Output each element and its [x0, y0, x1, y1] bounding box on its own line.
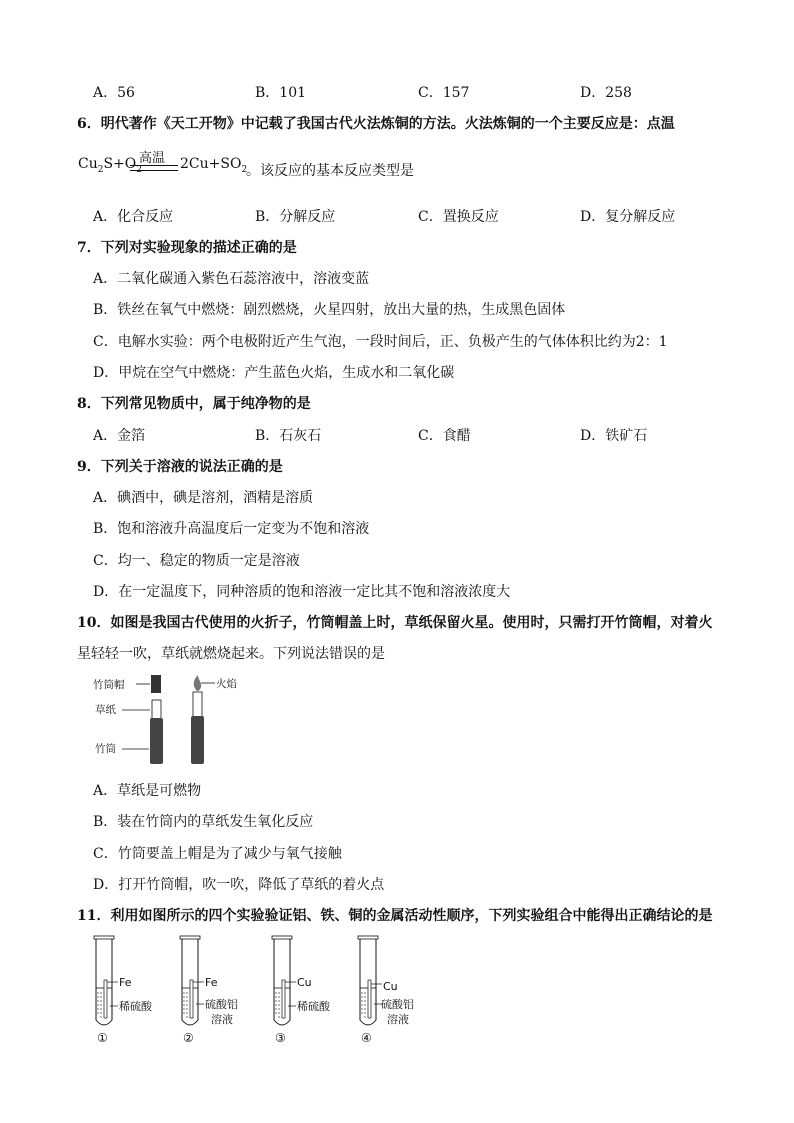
q11-stem: 11．利用如图所示的四个实验验证铝、铁、铜的金属活动性顺序，下列实验组合中能得出正确结论的是 — [77, 908, 713, 924]
q10-option-c: C．竹筒要盖上帽是为了减少与氧气接触 — [93, 846, 342, 862]
q6-option-d: D．复分解反应 — [580, 209, 676, 225]
q10-figure-fire-starter — [90, 672, 260, 772]
q6-equation-right: $2Cu+SO_2$ — [180, 156, 248, 175]
metal-strip — [190, 980, 193, 1018]
q7-option-b: B．铁丝在氧气中燃烧：剧烈燃烧，火星四射，放出大量的热，生成黑色固体 — [93, 302, 566, 318]
q5-option-d: D．258 — [580, 85, 632, 101]
q6-options — [93, 206, 733, 226]
tube-number: ④ — [361, 1031, 372, 1045]
q5-option-b: B．101 — [255, 85, 307, 101]
tube-rim — [94, 936, 114, 939]
metal-strip — [368, 980, 371, 1018]
label-paper: 草纸 — [95, 704, 116, 716]
q7-option-c: C．电解水实验：两个电极附近产生气泡，一段时间后，正、负极产生的气体体积比约为2：1 — [93, 334, 668, 350]
test-tube-4 — [358, 936, 414, 1045]
solution-label: 稀硫酸 — [297, 1000, 330, 1013]
label-cap: 竹筒帽 — [93, 679, 125, 691]
q9-option-b: B．饱和溶液升高温度后一定变为不饱和溶液 — [93, 521, 370, 537]
metal-strip — [282, 980, 285, 1018]
metal-label: Fe — [205, 976, 218, 989]
q8-options — [93, 425, 733, 445]
q9-option-d: D．在一定温度下，同种溶质的饱和溶液一定比其不饱和溶液浓度大 — [93, 584, 511, 600]
q6-condition: 高温 — [139, 151, 166, 166]
solution-label-line2: 溶液 — [387, 1013, 409, 1026]
q10-option-d: D．打开竹筒帽，吹一吹，降低了草纸的着火点 — [93, 877, 385, 893]
q5-option-c: C．157 — [418, 85, 470, 101]
solution-label: 稀硫酸 — [119, 1000, 152, 1013]
tube-number: ③ — [275, 1031, 286, 1045]
q8-option-a: A．金箔 — [93, 428, 146, 444]
solution-label-line2: 溶液 — [211, 1013, 233, 1026]
test-tube-2 — [180, 936, 238, 1045]
metal-label: Fe — [119, 976, 132, 989]
q9-option-c: C．均一、稳定的物质一定是溶液 — [93, 553, 300, 569]
q8-stem: 8．下列常见物质中，属于纯净物的是 — [77, 396, 311, 412]
test-tube-1 — [94, 936, 153, 1045]
q8-option-d: D．铁矿石 — [580, 428, 648, 444]
bamboo-cap — [151, 675, 161, 693]
q6-option-a: A．化合反应 — [93, 209, 174, 225]
metal-label: Cu — [383, 980, 398, 993]
q6-equation-left: $Cu_2S+O_2$ — [78, 156, 143, 175]
q8-option-b: B．石灰石 — [255, 428, 322, 444]
q7-stem: 7．下列对实验现象的描述正确的是 — [77, 240, 297, 256]
solution-label: 硫酸铝 — [381, 998, 414, 1011]
q10-option-b: B．装在竹筒内的草纸发生氧化反应 — [93, 814, 314, 830]
paper-roll — [152, 700, 161, 720]
metal-strip — [104, 980, 107, 1018]
paper-roll-lit — [193, 692, 202, 718]
tube-number: ① — [97, 1031, 108, 1045]
test-tube-3 — [272, 936, 331, 1045]
flame-icon — [194, 675, 201, 691]
q6-stem: 6．明代著作《天工开物》中记载了我国古代火法炼铜的方法。火法炼铜的一个主要反应是：点温 — [77, 116, 675, 132]
tube-rim — [272, 936, 292, 939]
q10-option-a: A．草纸是可燃物 — [93, 783, 202, 799]
q6-stem-tail: 。该反应的基本反应类型是 — [246, 163, 414, 179]
bamboo-tube-open — [191, 716, 204, 764]
label-tube: 竹筒 — [95, 743, 116, 755]
q11-figure-test-tubes — [88, 932, 418, 1047]
q6-equals-sign — [130, 165, 178, 171]
metal-label: Cu — [297, 976, 312, 989]
label-flame: 火焰 — [216, 678, 237, 690]
tube-number: ② — [183, 1031, 194, 1045]
q9-stem: 9．下列关于溶液的说法正确的是 — [77, 459, 283, 475]
q5-options — [93, 82, 733, 102]
q6-option-c: C．置换反应 — [418, 209, 499, 225]
q5-option-a: A．56 — [93, 85, 135, 101]
q7-option-a: A．二氧化碳通入紫色石蕊溶液中，溶液变蓝 — [93, 271, 370, 287]
q10-stem-line2: 星轻轻一吹，草纸就燃烧起来。下列说法错误的是 — [77, 646, 385, 662]
q6-option-b: B．分解反应 — [255, 209, 336, 225]
q8-option-c: C．食醋 — [418, 428, 471, 444]
solution-label: 硫酸铝 — [205, 998, 238, 1011]
q7-option-d: D．甲烷在空气中燃烧：产生蓝色火焰，生成水和二氧化碳 — [93, 365, 455, 381]
q9-option-a: A．碘酒中，碘是溶剂，酒精是溶质 — [93, 490, 314, 506]
tube-rim — [180, 936, 200, 939]
tube-rim — [358, 936, 378, 939]
q10-stem-line1: 10．如图是我国古代使用的火折子，竹筒帽盖上时，草纸保留火星。使用时，只需打开竹筒帽，对着火 — [77, 615, 713, 631]
bamboo-tube — [150, 718, 163, 764]
